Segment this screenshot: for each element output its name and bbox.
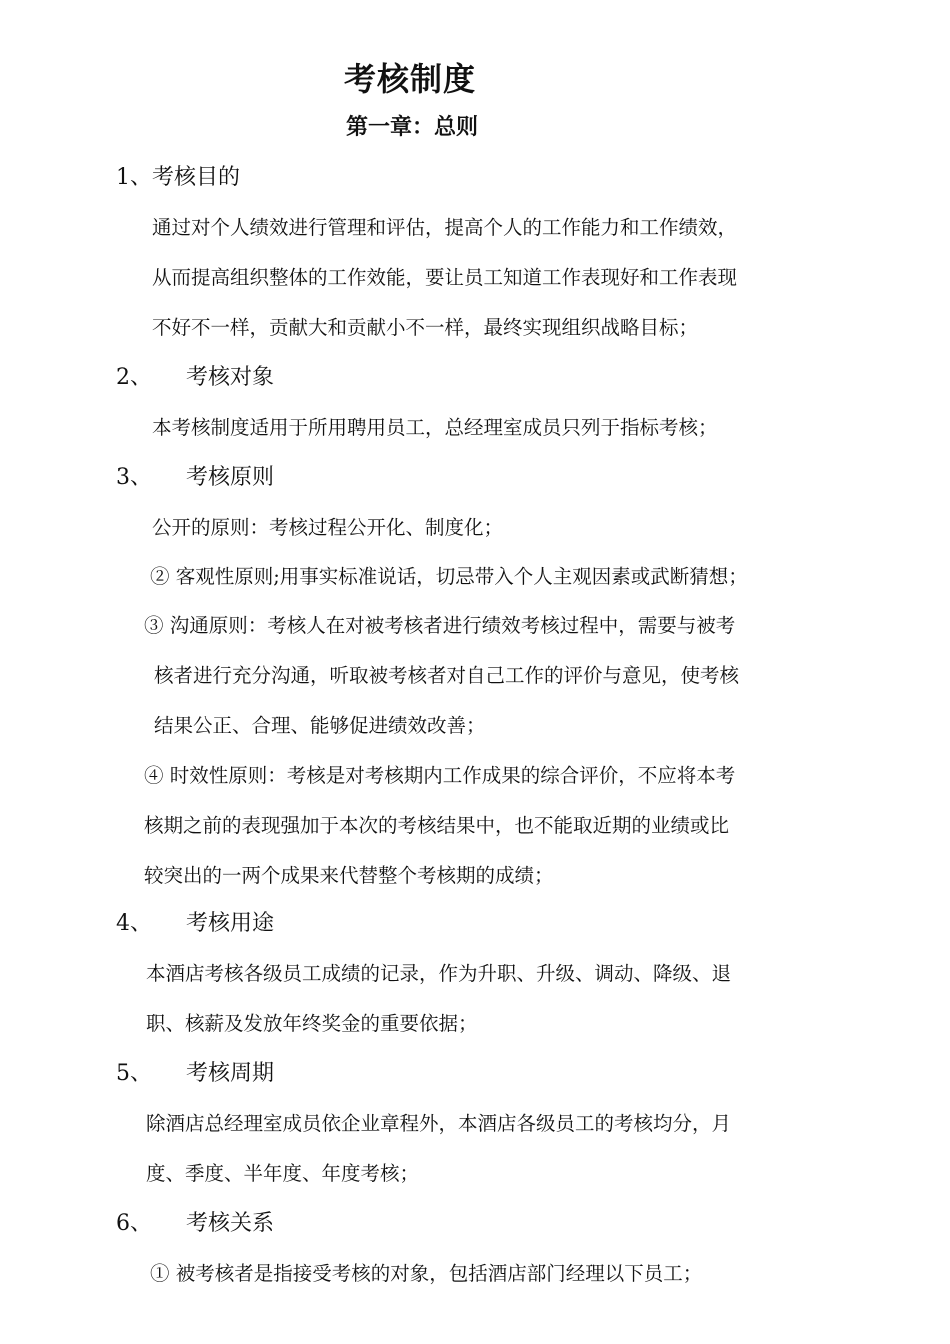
paragraph-line: 除酒店总经理室成员依企业章程外，本酒店各级员工的考核均分，月 (146, 1112, 732, 1135)
paragraph-line: 核期之前的表现强加于本次的考核结果中，也不能取近期的业绩或比 (144, 814, 730, 837)
paragraph-line: 核者进行充分沟通，听取被考核者对自己工作的评价与意见，使考核 (154, 664, 740, 687)
section-number: 1、 (116, 165, 152, 190)
section-number: 6、 (116, 1211, 152, 1236)
paragraph-line: 职、核薪及发放年终奖金的重要依据； (146, 1012, 478, 1035)
section-number: 4、 (116, 911, 152, 936)
section-heading-2 (116, 360, 274, 391)
section-title: 考核用途 (186, 911, 275, 936)
section-number: 3、 (116, 465, 152, 490)
paragraph-line: 公开的原则：考核过程公开化、制度化； (152, 516, 504, 539)
section-heading-6 (116, 1206, 274, 1237)
paragraph-line: 本考核制度适用于所用聘用员工，总经理室成员只列于指标考核； (152, 416, 718, 439)
document-title: 考核制度 (344, 60, 477, 98)
paragraph-line: ① 被考核者是指接受考核的对象，包括酒店部门经理以下员工； (150, 1262, 703, 1285)
section-title: 考核对象 (186, 365, 275, 390)
section-heading-3 (116, 460, 274, 491)
section-heading-4 (116, 906, 274, 937)
paragraph-line: 通过对个人绩效进行管理和评估，提高个人的工作能力和工作绩效， (152, 216, 738, 239)
section-title: 考核关系 (186, 1211, 275, 1236)
paragraph-line: 从而提高组织整体的工作效能，要让员工知道工作表现好和工作表现 (152, 266, 738, 289)
paragraph-line: ④ 时效性原则：考核是对考核期内工作成果的综合评价，不应将本考 (144, 764, 736, 787)
section-heading-5 (116, 1056, 274, 1087)
paragraph-line: 度、季度、半年度、年度考核； (146, 1162, 420, 1185)
section-number: 2、 (116, 365, 152, 390)
chapter-heading: 第一章：总则 (346, 115, 479, 140)
paragraph-line: ③ 沟通原则：考核人在对被考核者进行绩效考核过程中，需要与被考 (144, 614, 736, 637)
section-title: 考核原则 (186, 465, 275, 490)
section-title: 考核目的 (152, 165, 241, 190)
section-title: 考核周期 (186, 1061, 275, 1086)
paragraph-line: 结果公正、合理、能够促进绩效改善； (154, 714, 486, 737)
paragraph-line: 较突出的一两个成果来代替整个考核期的成绩； (144, 864, 554, 887)
section-heading-1 (116, 160, 240, 191)
paragraph-line: 本酒店考核各级员工成绩的记录，作为升职、升级、调动、降级、退 (146, 962, 732, 985)
paragraph-line: 不好不一样，贡献大和贡献小不一样，最终实现组织战略目标； (152, 316, 699, 339)
paragraph-line: ② 客观性原则;用事实标准说话，切忌带入个人主观因素或武断猜想； (150, 565, 748, 588)
section-number: 5、 (116, 1061, 152, 1086)
